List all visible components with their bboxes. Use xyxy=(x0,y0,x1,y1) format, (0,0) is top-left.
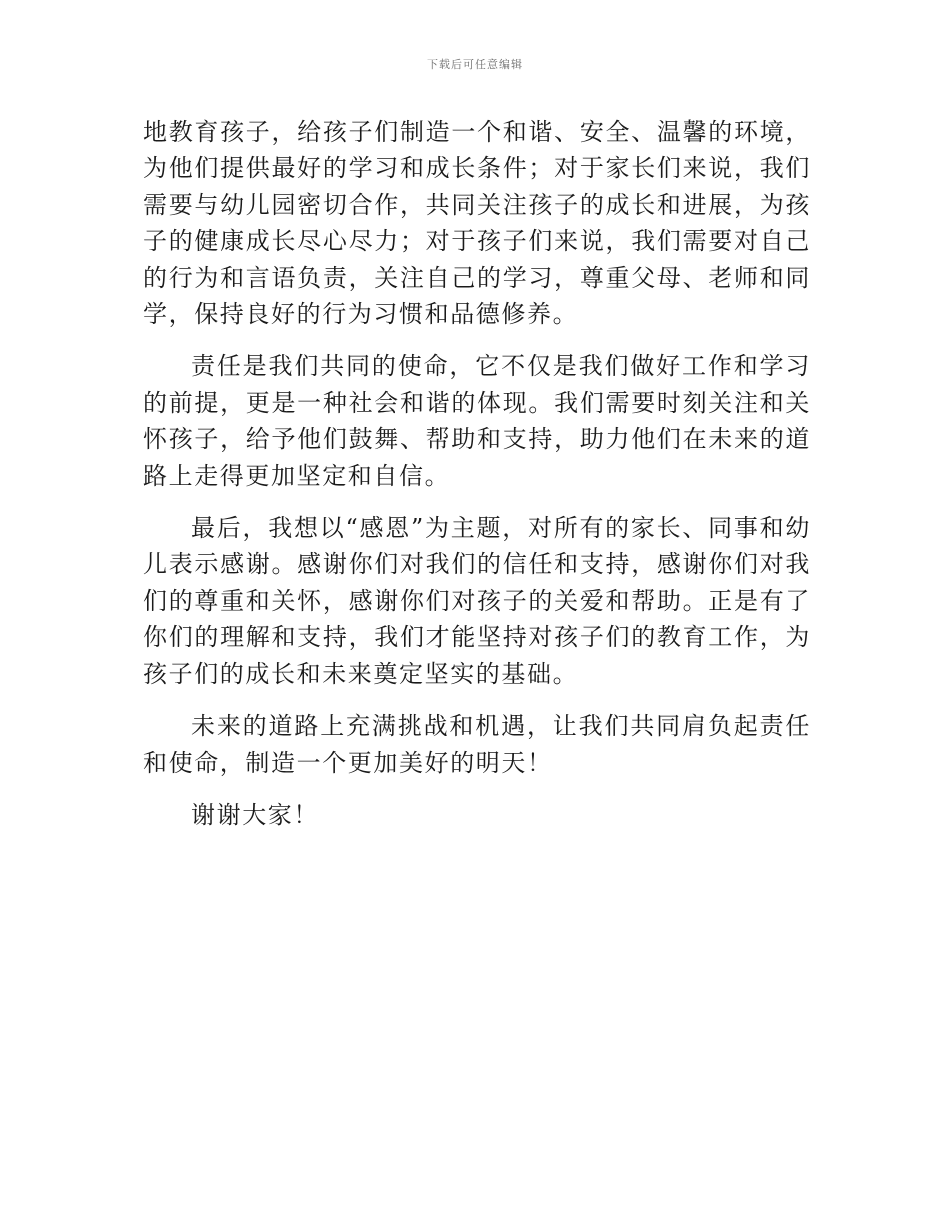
paragraph-gratitude: 最后，我想以“感恩”为主题，对所有的家长、同事和幼儿表示感谢。感谢你们对我们的信任和支持，感谢你们对我们的尊重和关怀，感谢你们对孩子的关爱和帮助。正是有了你们的理解和支持，我们才能坚持对孩子们的教育工作，为孩子们的成长和未来奠定坚实的基础。 xyxy=(143,514,811,688)
paragraph-responsibility: 责任是我们共同的使命，它不仅是我们做好工作和学习的前提，更是一种社会和谐的体现。我们需要时刻关注和关怀孩子，给予他们鼓舞、帮助和支持，助力他们在未来的道路上走得更加坚定和自信。 xyxy=(143,352,811,490)
document-body xyxy=(143,114,811,849)
paragraph-future: 未来的道路上充满挑战和机遇，让我们共同肩负起责任和使命，制造一个更加美好的明天！ xyxy=(143,712,811,777)
header-note: 下载后可任意编辑 xyxy=(427,58,523,71)
paragraph-continuation: 地教育孩子，给孩子们制造一个和谐、安全、温馨的环境，为他们提供最好的学习和成长条件；对于家长们来说，我们需要与幼儿园密切合作，共同关注孩子的成长和进展，为孩子的健康成长尽心尽力；对于孩子们来说，我们需要对自己的行为和言语负责，关注自己的学习，尊重父母、老师和同学，保持良好的行为习惯和品德修养。 xyxy=(143,118,811,329)
paragraph-thanks: 谢谢大家！ xyxy=(191,800,319,829)
